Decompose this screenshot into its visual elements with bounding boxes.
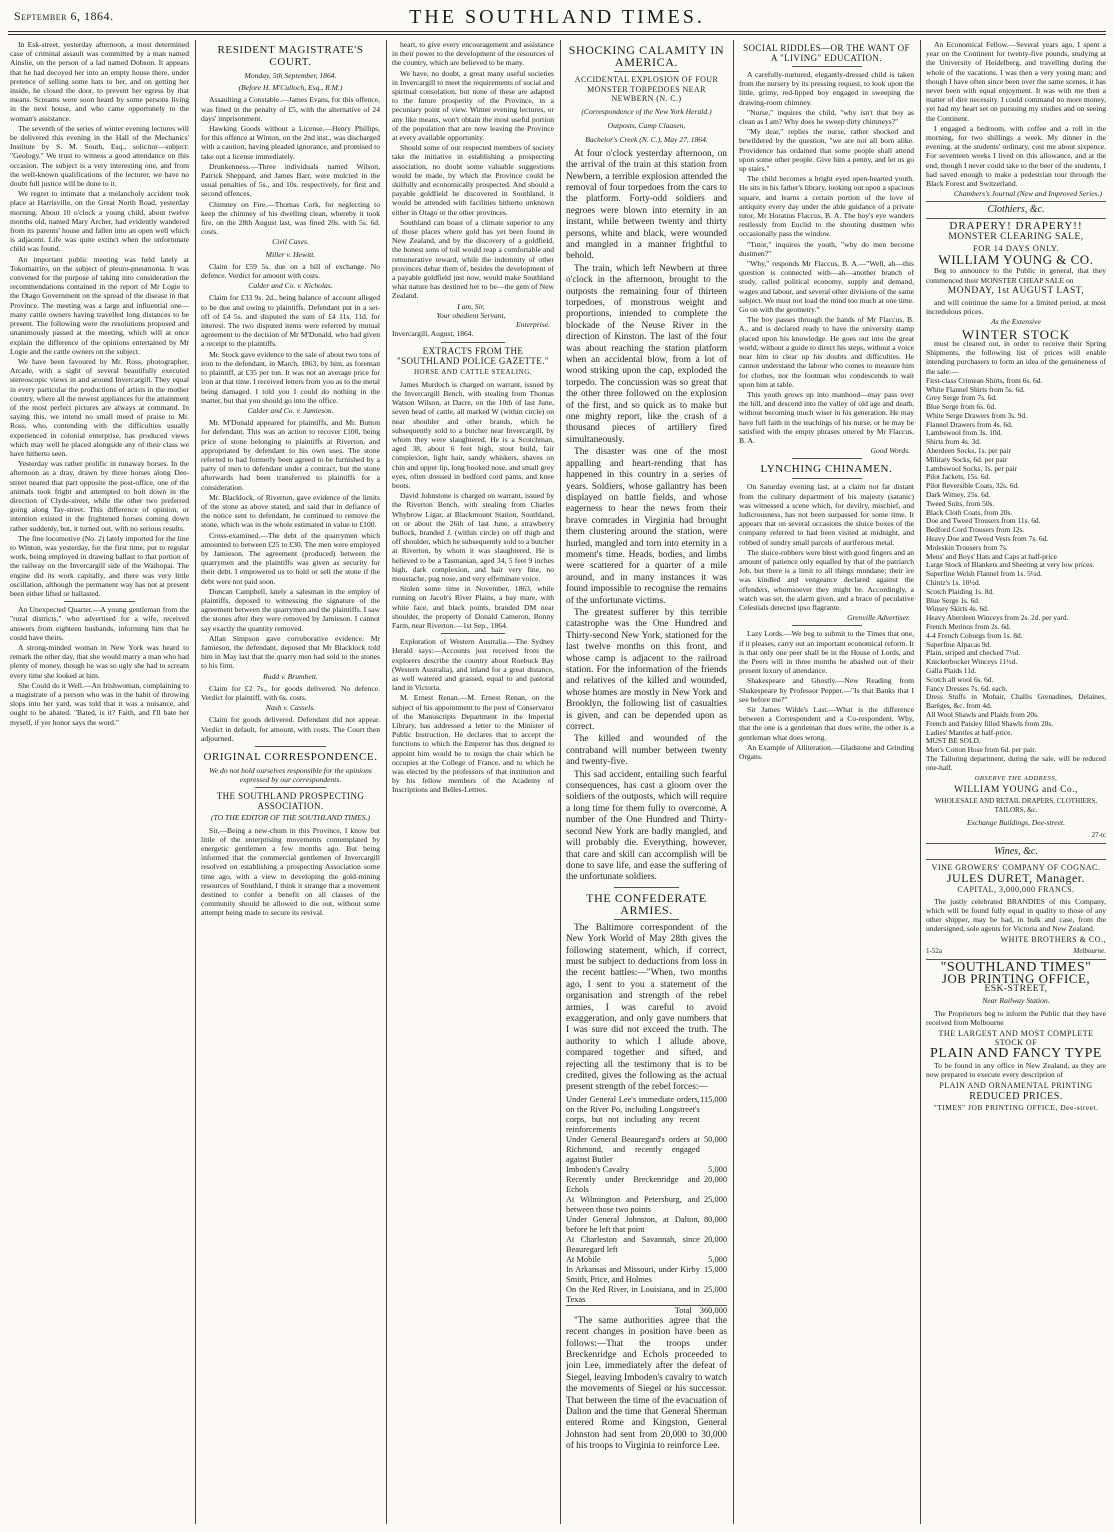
court-magistrate: (Before H. M'Culloch, Esq., R.M.) <box>238 83 343 93</box>
letter-addressee: (TO THE EDITOR OF THE SOUTHLAND TIMES.) <box>211 813 370 823</box>
table-row-total <box>566 1305 727 1316</box>
column-local-news <box>10 40 189 1524</box>
army-strength: 50,000 <box>703 1134 727 1144</box>
army-strength: 20,000 <box>703 1174 727 1184</box>
article-paragraph: We have been favoured by Mr. Ross, photographer, Arcade, with a sight of several beautifully executed stereoscopic views in and around Invercargill. They equal in every particular the productions of artists in the mother country, where all the newest appliances for the attainment of the most perfect pictures are always at command. In saying this, we intend no small meed of praise to Mr. Ross, who, contending with the difficulties usually experienced in colonial enterprise, has produced views which may well be placed alongside any of their class we have hitherto seen. <box>10 356 189 458</box>
section-rule <box>441 342 506 343</box>
price-item: Superfine Alpacas 9d. <box>926 639 992 649</box>
price-item: Blue Serge 1s. 6d. <box>926 595 980 605</box>
section-rule <box>792 478 862 479</box>
newspaper-title: THE SOUTHLAND TIMES. <box>409 6 705 28</box>
table-row <box>566 1175 727 1195</box>
army-strength: 115,000 <box>700 1094 727 1104</box>
article-paragraph: In Esk-street, yesterday afternoon, a most determined case of criminal assault was committed by a man named Ainslie, on the person of a lad named Dobson. It appears that he had decoyed her into an empty house there, under pretence of selling some hats to her, and on getting her inside, he closed the door, to prevent her egress by that means. Screams were soon heard by some persons living in the next house, and who came opportunely to the woman's assistance. <box>10 40 189 123</box>
price-item: Lambswool Socks, 1s. per pair <box>926 463 1018 473</box>
article-paragraph: The child becomes a bright eyed open-hearted youth. He sits in his father's library, looking out upon a spacious square, and learns a certain portion of the love of antiquity every day under the able guidance of a private tutor, Mr Horatius Flaccus, B. A. The boy's eye wanders restlessly from Euclid to the shouting dustmen who occasionally pass the window. <box>739 174 914 239</box>
ad-firm: JULES DURET, Manager. <box>946 871 1086 886</box>
letter-closing: Your obedient Servant, <box>436 310 506 320</box>
section-rule <box>926 859 1106 860</box>
table-row <box>566 1235 727 1255</box>
section-rule <box>441 633 506 634</box>
case-paragraph: Assaulting a Constable.—James Evans, for this offence, was fined in the penalty of £5, with the alternative of 24 days' imprisonment. <box>201 95 380 123</box>
ad-reference: 1-52a <box>926 946 942 955</box>
case-paragraph: Mr. M'Donald appeared for plaintiffs, and Mr. Button for defendant. This was an action to recover £100, being price of stone belonging to plaintiffs at Riverton, and appropriated by defendant to his own uses. The stone referred to had formerly been agreed to be furnished by a party of men to defendant under a contract, but the stone afterwards had been transferred to plaintiffs for a consideration. <box>201 418 380 492</box>
table-row <box>566 1255 727 1265</box>
section-rule <box>926 218 1106 219</box>
price-item: MUST BE SOLD. <box>926 736 981 746</box>
price-item: Plain, striped and checked 7½d. <box>926 648 1021 658</box>
army-strength: 5,000 <box>708 1164 727 1174</box>
ad-footer <box>926 947 1106 956</box>
dateline: Outposts, Camp Claasen, <box>607 120 686 130</box>
case-paragraph: Mr. Stock gave evidence to the sale of about two tons of iron to the defendant, in March, 1863, by him, as foreman to plaintiff, at £35 per ton. It was not an average price for iron at that time. I received letters from you as to the metal being damaged. I told you I could do nothing in the matter, but that you should go into the office. <box>201 349 380 405</box>
price-item: Knickerbocker Winceys 11½d. <box>926 657 1018 667</box>
ad-headline: PLAIN AND ORNAMENTAL PRINTING <box>939 1081 1093 1091</box>
confederate-strength-table <box>566 1095 727 1316</box>
price-item: All Wool Shawls and Plaids from 20s. <box>926 709 1039 719</box>
price-item: Blue Serge from 6s. 6d. <box>926 402 997 412</box>
ad-headline: PLAIN AND FANCY TYPE <box>930 1046 1102 1062</box>
case-paragraph: Claim for £59 5s. due on a bill of exchange. No defence. Verdict for amount with costs. <box>201 261 380 281</box>
column-advertisements <box>926 40 1106 1524</box>
ad-address: Exchange Buildings, Dee-street. <box>967 818 1065 828</box>
ad-headline: THE LARGEST AND MOST COMPLETE STOCK OF <box>938 1029 1094 1048</box>
section-heading: ORIGINAL CORRESPONDENCE. <box>203 751 378 764</box>
article-paragraph: The seventh of the series of winter evening lectures will be delivered this evening in the Hall of the Mechanics' Institute by S. M. South, Esq., solicitor—subject: "Geology." We trust to witness a good attendance on this occasion. The subject is a very interesting one, and from the well-known qualifications of the lecturer, we have no doubt full justice will be done to it. <box>10 123 189 189</box>
army-location: Recently under Breckenridge and Echols <box>566 1174 700 1194</box>
court-date: Monday, 5th September, 1864. <box>244 71 337 80</box>
article-paragraph: A strong-minded woman in New York was heard to remark the other day, that she would marry a man who had plenty of money, though he was so ugly she had to scream every time she looked at him. <box>10 643 189 680</box>
section-rule <box>64 601 136 602</box>
letter-closing: I am, Sir, <box>457 301 485 311</box>
army-location: Under General Beauregard's orders at Richmond, and recently engaged against Butler <box>566 1134 700 1164</box>
army-location: Under General Lee's immediate orders, on the River Po, including Longstreet's corps, but not including any recent reinforcements <box>566 1094 700 1134</box>
section-heading: SOCIAL RIDDLES—OR THE WANT OF A "LIVING" EDUCATION. <box>743 43 910 63</box>
army-strength: 15,000 <box>703 1264 727 1274</box>
ad-paragraph: and will continue the same for a limited period, at most incredulous prices. <box>926 298 1106 317</box>
case-paragraph: Mr. Blacklock, of Riverton, gave evidence of the limits of the stone as above stated, and said that in defiance of the notice sent to defendant, he continued to remove the stone, which was in the whole estimated in value to £100. <box>201 492 380 530</box>
article-paragraph: Shakespeare and Ghostly.—New Reading from Shakespeare by Professor Pepper.—"Is that Banks that I see before me?" <box>739 676 914 704</box>
ad-address: ESK-STREET, <box>984 984 1048 995</box>
column-correspondence <box>392 40 554 1524</box>
article-paragraph: The fine locomotive (No. 2) lately imported for the line to Winton, was yesterday, for the first time, put to regular work, being employed in drawing ballast to that portion of the railway on the Invercargill side of the Waihopai. The engine did its work capitally, and there was very little oscillation, although the permanent way has not at present been either lifted or ballasted. <box>10 533 189 598</box>
price-item: Superfine Welsh Flannel from 1s. 5½d. <box>926 569 1042 579</box>
section-rule <box>792 66 862 67</box>
correspondence-credit: (Correspondence of the New York Herald.) <box>581 106 712 116</box>
letter-signature: Enterprise. <box>516 320 550 330</box>
price-list <box>926 377 1106 773</box>
column-court <box>201 40 380 1524</box>
price-item: French and Paisley filled Shawls from 20s. <box>926 718 1054 728</box>
article-paragraph: "Tutor," inquires the youth, "why do men become dustmen?" <box>739 239 914 258</box>
total-value: 360,000 <box>699 1305 727 1315</box>
masthead-rule-lower <box>8 34 1106 35</box>
article-paragraph: The boy passes through the hands of Mr Flaccus, B. A., and is declared ready to have the university stamp placed upon his knowledge. He goes out into the great world, without a guide to direct his steps, without a voice near him to clear up his doubts and difficulties. He cannot understand the labour who comes to measure him for clothes, nor the footman who condescends to wait upon him at table. <box>739 315 914 389</box>
section-heading: EXTRACTS FROM THE "SOUTHLAND POLICE GAZETTE." <box>397 345 549 366</box>
price-item: 4-4 French Coburgs from 1s. 8d. <box>926 630 1023 640</box>
article-paragraph: This sad accident, entailing such fearful consequences, has cast a gloom over the soldiers of the outposts, which will require a long time for them fully to overcome. A number of the One Hundred and Thirty-second New York are badly mangled, and will probably die. Everything, however, that care and skill can accomplish will be done to save life, and ease the suffering of the unfortunate soldiers. <box>566 769 727 883</box>
price-item: The Tailoring department, during the sale, will be reduced one-half. <box>926 753 1106 772</box>
price-item: White Flannel Shirts from 5s. 6d. <box>926 384 1025 394</box>
article-paragraph: An Economical Fellow.—Several years ago, I spent a year on the Continent for twenty-five pounds, studying at the University of Heidelberg, and travelling during the whole of the vacations. I was then a very young man; and though I have often since been over the same scenes, it has never been with equal enjoyment. It was with me then a matter of dire necessity. I could command no more money, yet had my heart set on pursuing my studies and on seeing the Continent. <box>926 40 1106 123</box>
section-rule <box>792 458 862 459</box>
price-item: Grey Serge from 7s. 6d. <box>926 393 997 403</box>
case-paragraph: Claim for £33 9s. 2d., being balance of account alleged to be due and owing to plaintiffs. Defendant put in a set-off of £4 5s. and disputed the sum of £4 11s. 11d. for interest. The two disputed items were referred by mutual agreement to the decision of Mr M'Donald, who had given a receipt to the plaintiffs. <box>201 293 380 349</box>
section-heading: RESIDENT MAGISTRATE'S COURT. <box>217 44 364 68</box>
article-paragraph: Exploration of Western Australia.—The Sydney Herald says:—Accounts just received from the explorers describe the country about Roebuck Bay (Western Australia), and inland for a great distance, as well watered and grassed, equal to and pastoral land in Victoria. <box>392 637 554 693</box>
masthead <box>8 6 1106 28</box>
column-divider <box>733 40 734 1524</box>
section-rule <box>614 919 678 920</box>
table-row <box>566 1095 727 1135</box>
gazette-paragraph: Stolen some time in November, 1863, while running on Jacob's River Plains, a bay mare, with white face, and black points, branded DM near shoulder, the property of Donald Cameron, Bonny Farm, near Riverton.—1st Sep., 1864. <box>392 584 554 630</box>
price-item: Military Socks, 6d. per pair <box>926 454 1008 464</box>
price-item: Dark Witney, 25s. 6d. <box>926 490 991 500</box>
article-paragraph: "The same authorities agree that the recent changes in position have been as follows:—That the troops under Breckenridge and Echols proceeded to join Lee, immediately after the defeat of Siegel, leaving Imboden's cavalry to watch the movements of Siegel or his successor. That between the time of the evacuation of Dalton and the time that General Sherman entered Rome and Kingston, General Johnston had sent from 20,000 to 30,000 of his troops to Virginia to reinforce Lee. <box>566 1315 727 1452</box>
price-item: White Serge Drawers from 3s. 9d. <box>926 410 1028 420</box>
article-paragraph: The disaster was one of the most appalling and heart-rending that has happened in this country in a series of years. Soldiers, whose gallantry has been displayed on battle fields, and whose eagerness to hear the news from their brave comrades in Virginia had brought them clustering around the station, were hurled, mangled and torn into eternity in a moment's time. Heads, bodies, and limbs were scattered for a quarter of a mile around, and in many instances it was found impossible to recognise the remains of the unfortunate victims. <box>566 447 727 606</box>
table-row <box>566 1215 727 1235</box>
article-paragraph: An Unexpected Quarter.—A young gentleman from the "rural districts," who advertised for a wife, received answers from eighteen husbands, informing him that he could have theirs. <box>10 605 189 642</box>
subheading: ACCIDENTAL EXPLOSION OF FOUR MONSTER TORPEDOES NEAR NEWBERN (N. C.) <box>574 75 719 103</box>
article-paragraph: This youth grows up into manhood—may pass over the hill, and descend into the valley of old age and death, without becoming much wiser in his generation. He may have full faith in the teachings of his nurse, or he may be satisfied with the empty phrases uttered by Mr Flaccus, B. A. <box>739 389 914 445</box>
case-title: Calder and Co. v. Jamieson. <box>247 405 334 415</box>
table-row <box>566 1265 727 1285</box>
case-title: Nash v. Cassels. <box>265 703 316 713</box>
price-item: Pilot Reversible Coats, 32s. 6d. <box>926 481 1019 491</box>
article-paragraph: "My dear," replies the nurse, rather shocked and bewildered by the question, "we are not all born alike. Providence has ordained that some people shall attend upon some other people. Give him a penny, and let us go up stairs." <box>739 127 914 174</box>
case-paragraph: Duncan Campbell, lately a salesman in the employ of plaintiffs, deposed to witnessing the signature of the agreement between the quarrymen and the plaintiffs. I saw the stones after they were removed by Jamieson. I cannot say exactly the quantity removed. <box>201 586 380 633</box>
column-divider <box>920 40 921 1524</box>
ad-category: Wines, &c. <box>994 845 1038 857</box>
article-paragraph: An important public meeting was held lately at Tokomairiro, on the subject of pleuro-pneumonia. It was convened for the purpose of taking into consideration the recommendations contained in the report of Mr Logie to the Otago Government on the spread of the disease in that Province. The meeting was a large and influential one—many cattle owners having travelled long distances to be present. The following were the resolutions proposed and unanimously passed at the meeting, which will at once explain the difference of the opinions entertained by Mr Logie and the cattle owners on the subject. <box>10 254 189 356</box>
subheading: HORSE AND CATTLE STEALING. <box>414 367 532 376</box>
column-divider <box>386 40 387 1524</box>
source-credit: Good Words. <box>870 446 910 456</box>
ad-paragraph: must be cleared out, in order to receive their Spring Shipments, the following list of prices will enable intending purchasers to form an idea of the genuineness of the sale:— <box>926 338 1106 376</box>
subheading: Civil Cases. <box>272 237 309 247</box>
table-row <box>566 1195 727 1215</box>
price-item: Scotch Plaiding 1s. 8d. <box>926 586 994 596</box>
article-paragraph: Lazy Lords.—We beg to submit to the Times that one, if it pleases, carry out an important economical reform. It is that only one peer shall be in the House of Lords, and the Peers will in three months be abashed out of their present luxury of attendance. <box>739 629 914 676</box>
gazette-paragraph: David Johnstone is charged on warrant, issued by the Riverton Bench, with stealing from Charles Whybrow Ligar, at Blackmount Station, Southland, on or about the 26th of last June, a strawberry bullock, branded J. (within circle) on off thigh and off shoulder, which he subsequently sold to a butcher at Riverton, by whom it was slaughtered. He is believed to be a Tasmanian, aged 34, 5 feet 9 inches high, dark complexion, and hair very fine, no moustache, pug nose, and very effeminate voice. <box>392 491 554 583</box>
ad-headline: "SOUTHLAND TIMES" <box>940 959 1092 975</box>
article-paragraph: On Saturday evening last, at a claim not far distant from the culinary department of his majesty (satanic) was witnessed a scene which, for devilry, mischief, and ludicrousness, has not been surpassed for some time. It appears that on several occasions the sluice boxes of the company referred to had been visited at midnight, and robbed of sundry small parcels of auriferous metal. <box>739 482 914 547</box>
price-item: Heavy Aberdeen Winceys from 2s. 2d. per yard. <box>926 613 1069 623</box>
source-credit: Chambers's Journal (New and Improved Series.) <box>953 189 1102 199</box>
article-paragraph: The greatest sufferer by this terrible catastrophe was the One Hundred and Thirty-second New York, stationed for the last twelve months on this front, and whose camp is adjacent to the railroad station. For the information of the friends and relatives of the killed and wounded, whose homes are mostly in New York and Brooklyn, the following list of casualties is given, and can be depended upon as correct. <box>566 607 727 733</box>
ad-headline: JOB PRINTING OFFICE, <box>941 971 1091 987</box>
ad-text: OBSERVE THE ADDRESS, <box>974 774 1058 782</box>
price-item: Chintz's 1s. 10½d. <box>926 578 981 588</box>
price-item: Mens' and Boys' Hats and Caps at half-price <box>926 551 1057 561</box>
column-america <box>566 40 727 1524</box>
price-item: Fancy Dresses 7s. 6d. each. <box>926 683 1008 693</box>
letter-heading: THE SOUTHLAND PROSPECTING ASSOCIATION. <box>216 791 365 812</box>
price-item: Large Stock of Blankets and Sheeting at very low prices. <box>926 560 1095 570</box>
article-paragraph: "Why," responds Mr Flaccus, B. A.—"Well, ah—this question is connected with—ah—another branch of study, called political economy, supply and demand, wages and labour, and several other divisions of the same subject. We must not load the mind too much at one time. Go on with the geometry." <box>739 259 914 315</box>
price-item: Scotch all wool 6s. 6d. <box>926 674 994 684</box>
section-rule <box>792 625 862 626</box>
total-label: Total <box>566 1305 700 1316</box>
case-paragraph: Chimney on Fire.—Thomas Cork, for neglecting to keep the chimney of his dwelling clean, whereby it took fire, on the 28th August last, was fined 20s. with 5s. 6d. costs. <box>201 199 380 237</box>
article-paragraph: The train, which left Newbern at three o'clock in the afternoon, brought to the outposts the remaining four of thirteen torpedoes, of monstrous weight and proportions, intended to complete the blockade of the Neuse River in the direction of Kinston. The last of the four was about reaching the station platform when an accidental blow, from a lot of wood striking upon the cap, exploded the torpedo. The concussion was so great that the other three followed on the explosion of the first, and so quick as to make but one mighty report, like the crash of a thousand pieces of artillery fired simultaneously. <box>566 263 727 445</box>
case-paragraph: Hawking Goods without a License.—Henry Phillips, for this offence at Winton, on the 2nd inst., was discharged with a caution, having pleaded ignorance, and promised to take out a license immediately. <box>201 124 380 161</box>
price-item: Moleskin Trousers from 7s. <box>926 542 1008 552</box>
table-row <box>566 1165 727 1175</box>
army-strength: 5,000 <box>708 1254 727 1264</box>
army-location: Imboden's Cavalry <box>566 1164 630 1174</box>
ad-headline: WINTER STOCK <box>961 326 1071 342</box>
price-item: Black Cloth Coats, from 20s. <box>926 507 1013 517</box>
case-paragraph: Claim for £2 7s., for goods delivered. No defence. Verdict for plaintiff, with 6s. costs. <box>201 683 380 702</box>
table-row <box>566 1135 727 1165</box>
ad-headline: FOR 14 DAYS ONLY. <box>972 243 1060 254</box>
ad-reference: 27-tc <box>1091 830 1106 839</box>
letter-paragraph: Should some of our respected members of society take the initiative in establishing a prospecting association, no doubt some valuable suggestions would be made, by which the Province could be skilfully and economically prospected. And should a payable goldfield be discovered in Southland, it would be attended with facilities hitherto unknown either in Otago or the other provinces. <box>392 143 554 217</box>
article-paragraph: The killed and wounded of the contraband will number between twenty and twenty-five. <box>566 734 727 768</box>
letter-dateline: Invercargill, August, 1864. <box>392 329 474 339</box>
section-heading: THE CONFEDERATE ARMIES. <box>586 890 707 917</box>
case-paragraph: Claim for goods delivered. Defendant did not appear. Verdict in default, for amount, with costs. The Court then adjourned. <box>201 715 380 743</box>
price-item: Galla Plaids 11d. <box>926 666 977 675</box>
letter-paragraph: Sir,—Being a new-chum in this Province, I know but little of the enterprising movements contemplated by energetic gentlemen a few months ago. But being informed that the commercial gentlemen of Invercargill resolved on establishing a prospecting Association some time ago, with a view to developing the gold-mining resources of Southland, I think it strange that a movement destined to confer a benefit on all classes of the community should be allowed to die out, without some attempt being made to secure its revival. <box>201 825 380 918</box>
price-item: Ladies' Mantles at half-price. <box>926 727 1013 737</box>
price-item: Heavy Doe and Tweed Vests from 7s. 6d. <box>926 534 1049 544</box>
ad-text: As the Extensive <box>991 317 1041 327</box>
section-heading: LYNCHING CHINAMEN. <box>760 463 893 476</box>
column-social <box>739 40 914 1524</box>
army-strength: 80,000 <box>703 1214 727 1224</box>
source-credit: Grenville Advertiser. <box>847 613 910 623</box>
article-paragraph: Yesterday was rather prolific in runaway horses. In the afternoon as a dray, drawn by three horses along Dee-street neared that part opposite the post-office, one of the animals took fright and attempted to bolt down in the direction of Clyde-street, while the other two preferred going along Tay-street. This difference of opinion, or intention existed in the frightened horses coming down rather suddenly, but, it turned out, with no serious results. <box>10 459 189 533</box>
table-row <box>566 1285 727 1306</box>
case-title: Miller v. Hewitt. <box>265 249 316 259</box>
section-rule <box>926 843 1106 844</box>
price-item: Doe and Tweed Trousers from 11s. 6d. <box>926 516 1041 526</box>
ad-headline: VINE GROWERS' COMPANY OF COGNAC. <box>931 862 1101 872</box>
ad-headline: DRAPERY! DRAPERY!! <box>949 219 1083 232</box>
ad-category: Clothiers, &c. <box>987 204 1045 216</box>
ad-address: Near Railway Station. <box>982 996 1050 1006</box>
article-paragraph: The sluice-robbers were blest with good fingers and an amount of patience only equalled by that of the patriarch Job, but there is a limit to all things mundane; their ire was kindled and vengeance declared against the offenders, whomsoever they might be. Accordingly, a watch was set, the alarm given, and a brace of peculative Celestials detected ipso flagrante. <box>739 547 914 612</box>
ad-date: MONDAY, 1st AUGUST LAST, <box>947 285 1085 296</box>
price-item: Winsey Skirts 4s. 6d. <box>926 604 989 614</box>
price-item: Dress Stuffs in Mohair, Challis Grenadines, Delaines, Baréges, &c. from 4d. <box>926 692 1106 711</box>
case-title: Rudd v. Brumbett. <box>263 671 318 681</box>
ad-paragraph: The justly celebrated BRANDIES of this Company, which will be found fully equal in quality to those of any other shipper, may be had, in bulk and case, from the undersigned, sole agents for Victoria and New Zealand. <box>926 896 1106 934</box>
price-item: Pilot Jackets, 15s. 6d. <box>926 472 991 482</box>
article-paragraph: Sir James Wilde's Last.—What is the difference between a Correspondent and a Co-respondent. Why, that the one is a gentleman that does write, the other is a gentleman what does wrong. <box>739 705 914 742</box>
ad-address: WILLIAM YOUNG and Co., <box>954 784 1078 795</box>
ad-paragraph: To be found in any office in New Zealand, as they are now prepared to execute every description of <box>926 1060 1106 1079</box>
ad-footer-line: "TIMES" JOB PRINTING OFFICE, Dee-street. <box>933 1103 1099 1113</box>
ad-text: CAPITAL, 3,000,000 FRANCS. <box>957 885 1075 895</box>
ad-headline: MONSTER CLEARING SALE, <box>948 231 1084 242</box>
ad-firm: WHITE BROTHERS & CO., <box>1000 935 1106 945</box>
army-strength: 25,000 <box>703 1284 727 1294</box>
issue-date: September 6, 1864. <box>14 9 114 23</box>
case-paragraph: Allan Simpson gave corroborative evidence. Mr Jamieson, the defendant, deposed that Mr Blacklock told him in May last that the quarry men had sold to the stones to his firm. <box>201 633 380 671</box>
editorial-notice: We do not hold ourselves responsible for the opinions expressed by our correspondents. <box>209 766 372 785</box>
ad-place: Melbourne. <box>1073 946 1106 955</box>
army-location: At Wilmington and Petersburg, and between those two points <box>566 1194 700 1214</box>
letter-paragraph: Southland can boast of a climate superior to any of those places where gold has yet been found in New Zealand, and by the discovery of a goldfield, the honest sons of toil would reap a comfortable and remunerative reward, while the indemnity of other provinces debar them of, besides the development of a payable goldfield just now, would make Southland what nature has destined her to be—the gem of New Zealand. <box>392 217 554 301</box>
ad-headline: REDUCED PRICES. <box>969 1091 1063 1103</box>
army-location: On the Red River, in Louisiana, and in Texas <box>566 1284 700 1304</box>
price-item: Flannel Drawers from 4s. 6d. <box>926 419 1013 429</box>
article-paragraph: A carefully-nurtured, elegantly-dressed child is taken from the nursery by its pressing request, to look upon the little, grimy, red-lipped boy engaged in sweeping the drawing-room chimney. <box>739 70 914 107</box>
army-location: At Charleston and Savannah, since Beauregard left <box>566 1234 700 1254</box>
case-title: Calder and Co. v. Nicholas. <box>248 281 333 291</box>
gazette-paragraph: James Murdoch is charged on warrant, issued by the Invercargill Bench, with stealing from Thomas Watson Wilson, at Dacre, on the 10th of last June, seven head of cattle, all marked W (within circle) on near shoulder and other brands, which he subsequently sold to a butcher near Invercargill, by whom they were slaughtered. He is a Scotchman, aged 38, about 6 feet high, stout build, fair complexion, light hair, sandy whiskers, shaves on chin and upper lip, long hooked nose, and small grey eyes, often dressed in bedford cord pants, and knee boots. <box>392 379 554 490</box>
article-paragraph: M. Ernest Renan.—M. Ernest Renan, on the subject of his appointment to the post of Conservator of the Manuscripts Department in the Imperial Library, has addressed a letter to the Minister of Public Instruction. He declares that to accept the functions to which the Emperor has thus deigned to appoint him would be to resign the chair which he occupies at the College of France, and to which he was elected by the professors of that institution and by his fellow members of the Academy of Inscriptions and Belles-Lettres. <box>392 693 554 795</box>
price-item: Lambswool from 3s. 10d. <box>926 428 1003 438</box>
price-item: Shirts from 4s. 3d. <box>926 437 981 447</box>
section-rule <box>614 71 678 72</box>
price-item: Tweed Suits, from 50s. <box>926 498 995 508</box>
section-heading: SHOCKING CALAMITY IN AMERICA. <box>568 43 725 69</box>
section-rule <box>255 746 327 747</box>
case-paragraph: Drunkenness.—Three individuals named Wilson, Patrick Sheppard, and James Barr, were mulcted in the usual penalties of 5s., and 10s. respectively, for first and second offences. <box>201 161 380 199</box>
article-paragraph: The Baltimore correspondent of the New York World of May 28th gives the following statement, which, if correct, must be subject to deductions from loss in the recent battles:—"When, two months ago, I sent to you a statement of the organisation and strength of the rebel armies, I was careful to avoid exaggeration, and only gave numbers that I was sure did not exceed the truth. The authority to which I allude above, compared together and sifted, and rejecting all the testimony that is to be credited, gives the following as the actual present strength of the rebel forces:— <box>566 922 727 1093</box>
article-paragraph: She Could do it Well.—An Irishwoman, complaining to a magistrate of a person who was in the habit of throwing slops into her yard, was told that it was a nuisance, and ought to be abated. "Bated, is it? Faith, and I'll bate her myself, if yer honor says the word." <box>10 680 189 727</box>
ad-paragraph: Beg to announce to the Public in general, that they commenced their MONSTER CHEAP SALE on <box>926 266 1106 285</box>
price-item: Bedford Cord Trousers from 12s. <box>926 525 1025 535</box>
case-paragraph: Cross-examined.—The debt of the quarrymen which amounted to between £25 to £30. The men were employed by Jamieson. The agreement (produced) between the quarrymen and the plaintiffs was given as security for their debt. I empowered us to hold or sell the stone if the debt were not paid soon. <box>201 530 380 586</box>
army-location: At Mobile <box>566 1254 601 1264</box>
price-item: First-class Crimean Shirts, from 6s. 6d. <box>926 375 1043 385</box>
letter-paragraph: heart, to give every encouragement and assistance in their power to the development of the resources of the country, which are believed to be many. <box>392 40 554 68</box>
army-strength: 25,000 <box>703 1194 727 1204</box>
article-paragraph: I engaged a bedroom, with coffee and a roll in the morning, for two shillings a week. My dinner in the evening, at the students' ordinary, cost me about sixpence. For seventeen weeks I lived on this allowance, and at the end, though I never could take to the beer of the students, I had saved enough to make a pedestrian tour through the Black Forest and Switzerland. <box>926 123 1106 189</box>
army-strength: 20,000 <box>703 1234 727 1244</box>
dateline: Bachelor's Creek (N. C.), May 27, 1864. <box>585 135 708 145</box>
letter-paragraph: We have, no doubt, a great many useful societies in Invercargill to meet the requirements of social and spiritual consolation, but none of these are adapted to the future prosperity of the Province, in a pecuniary point of view. Winter evening lectures, or any like means, won't obtain the most useful portion of the population that are now leaving the Province at every available opportunity. <box>392 68 554 143</box>
ad-paragraph: The Proprietors beg to inform the Public that they have received from Melbourne <box>926 1008 1106 1027</box>
price-item: French Merinos from 2s. 6d. <box>926 622 1011 632</box>
section-rule <box>926 201 1106 202</box>
section-rule <box>255 787 327 788</box>
column-divider <box>560 40 561 1524</box>
column-divider <box>195 40 196 1524</box>
article-paragraph: We regret to intimate that a melancholy accident took place at Harrisville, on the Great North Road, yesterday morning. About 10 o'clock a young child, about twelve months old, named Mary Archer, had evidently wandered from its parents' house and fallen into an open well which is adjacent. Life was quite extinct when the unfortunate child was found. <box>10 189 189 254</box>
ad-address: WHOLESALE AND RETAIL DRAPERS, CLOTHIERS, TAILORS, &c. <box>934 796 1098 815</box>
section-rule <box>614 887 678 888</box>
article-paragraph: At four o'clock yesterday afternoon, on the arrival of the train at this station from Newbern, a terrible explosion attended the removal of four torpedoes from the cars to the platform. Forty-odd soldiers and negroes were blown into eternity in an instant, while between twenty and thirty persons, white and black, were wounded and mangled in a manner frightful to behold. <box>566 148 727 262</box>
army-location: In Arkansas and Missouri, under Kirby Smith, Price, and Holmes <box>566 1264 700 1284</box>
army-location: Under General Johnston, at Dalton, before he left that point <box>566 1214 700 1234</box>
article-paragraph: "Nurse," inquires the child, "why isn't that boy as clean as I am? Why does he sweep dirty chimneys?" <box>739 107 914 127</box>
article-paragraph: An Example of Alliteration.—Gladstone and Grinding Organs. <box>739 742 914 762</box>
price-item: Men's Cotton Hose from 6d. per pair. <box>926 745 1037 755</box>
ad-firm: WILLIAM YOUNG & CO. <box>938 252 1094 268</box>
price-item: Aberdeen Socks, 1s. per pair <box>926 446 1011 456</box>
masthead-rule <box>8 31 1106 32</box>
